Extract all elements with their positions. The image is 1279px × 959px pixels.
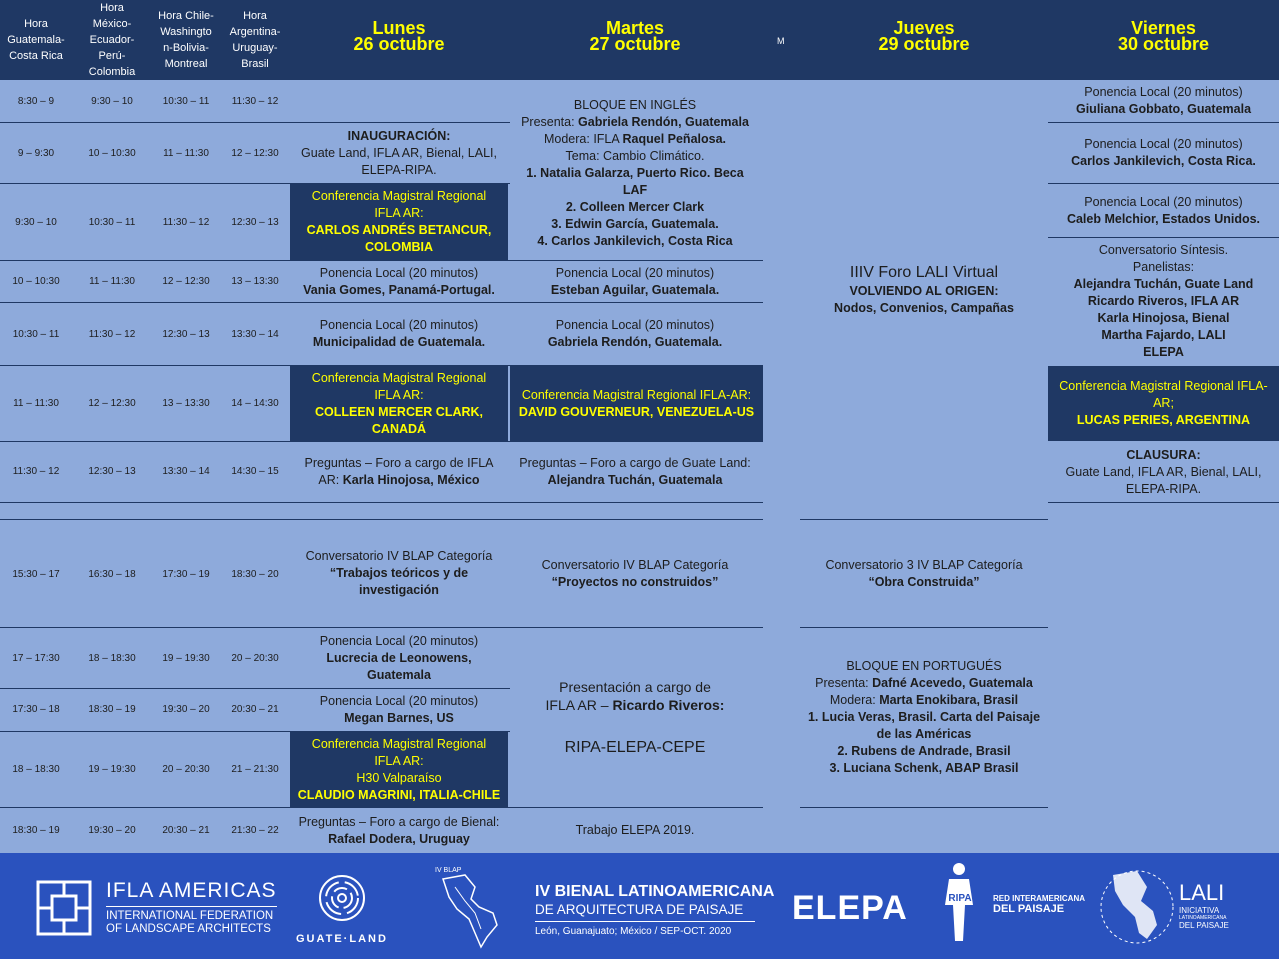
event-line: Ponencia Local (20 minutos) — [555, 265, 715, 280]
speaker-country: Guatemala — [367, 667, 431, 682]
event-line: Conversatorio Síntesis. — [1098, 243, 1229, 257]
tz-line: Argentina- — [229, 26, 281, 38]
speaker-item: 3. Edwin García, Guatemala. — [551, 216, 719, 231]
event-line: Ponencia Local (20 minutos) — [1084, 85, 1243, 99]
tz-line: Hora Chile- — [158, 10, 214, 22]
event-line: Ponencia Local (20 minutos) — [319, 633, 479, 648]
label: Modera: IFLA — [543, 131, 623, 146]
event-line: H30 Valparaíso — [356, 770, 442, 785]
day-date: 30 octubre — [1117, 34, 1210, 54]
viernes-ponencia-jankilevich — [1048, 123, 1279, 183]
time-cell: 17:30 – 19 — [162, 568, 210, 580]
jueves-bloque-portugues — [800, 628, 1048, 807]
event-line: AR; — [1153, 396, 1174, 410]
event-line: Guate Land, IFLA AR, Bienal, LALI, — [1065, 464, 1262, 479]
viernes-clausura — [1048, 442, 1279, 502]
row-divider — [800, 807, 1048, 808]
time-cell: 20:30 – 21 — [162, 824, 210, 836]
day-header-lunes — [290, 20, 508, 52]
day-date: 27 octubre — [589, 34, 681, 54]
lunes-conversatorio — [290, 520, 508, 627]
lunes-inauguracion — [290, 123, 508, 183]
speaker-item: 1. Lucia Veras, Brasil. Carta del Paisaje — [807, 710, 1041, 724]
viernes-ponencia-gobbato — [1048, 80, 1279, 122]
ifla-americas-logo — [36, 879, 277, 936]
ripa-figure-icon — [935, 861, 985, 947]
event-title: BLOQUE EN PORTUGUÉS — [846, 659, 1002, 673]
tz-line: n-Bolivia- — [163, 42, 209, 54]
time-cell: 21:30 – 22 — [231, 824, 279, 836]
event-title: INAUGURACIÓN: — [347, 128, 451, 143]
bienal-title: IV BIENAL LATINOAMERICANA — [535, 883, 775, 900]
lali-subtitle: DEL PAISAJE — [1179, 921, 1229, 930]
speaker-name: Rafael Dodera, Uruguay — [328, 831, 470, 846]
event-line: Ponencia Local (20 minutos) — [319, 694, 479, 708]
day-header-jueves — [800, 20, 1048, 52]
time-cell: 11:30 – 12 — [88, 328, 136, 340]
sponsor-footer — [0, 853, 1279, 959]
speaker-name: Vania Gomes, Panamá-Portugal. — [303, 282, 495, 297]
divider — [106, 906, 277, 907]
event-line: Conferencia Magistral Regional IFLA- — [1059, 379, 1268, 393]
speaker-item: 3. Luciana Schenk, ABAP Brasil — [829, 761, 1019, 775]
label: Modera: — [829, 693, 880, 707]
speaker-name: CARLOS ANDRÉS BETANCUR, — [306, 223, 492, 237]
label: Presenta: — [815, 676, 873, 690]
time-cell: 10:30 – 11 — [88, 216, 136, 228]
lunes-conferencia-betancur — [290, 184, 508, 260]
lunes-ponencia-gomes — [290, 261, 508, 302]
lunes-preguntas-bienal — [290, 808, 508, 853]
ifla-emblem-icon — [36, 880, 92, 936]
day-name: Martes — [605, 18, 665, 38]
event-line: IFLA AR: — [374, 753, 424, 768]
time-cell: 21 – 21:30 — [231, 763, 279, 775]
day-name: Jueves — [893, 18, 955, 38]
event-line: Conferencia Magistral Regional IFLA-AR: — [521, 387, 752, 402]
time-cell: 12:30 – 13 — [162, 328, 210, 340]
speaker-name: Alejandra Tuchán, Guatemala — [547, 473, 723, 487]
time-cell: 19:30 – 20 — [162, 703, 210, 715]
martes-presentacion-riveros — [510, 628, 760, 807]
blap-americas-map-logo — [435, 867, 505, 949]
event-line: Trabajo ELEPA 2019. — [575, 823, 695, 837]
row-divider — [0, 502, 763, 503]
event-line: Ponencia Local (20 minutos) — [319, 318, 479, 332]
speaker-country: COLOMBIA — [364, 240, 434, 254]
time-cell: 11 – 11:30 — [13, 397, 59, 409]
event-line: Panelistas: — [1132, 260, 1195, 274]
speaker-item: 1. Natalia Galarza, Puerto Rico. Beca — [526, 165, 744, 180]
speaker-name: Gabriela Rendón, Guatemala — [578, 114, 749, 129]
event-category: “Trabajos teóricos y de — [329, 566, 469, 580]
day-date: 29 octubre — [878, 34, 970, 54]
day-date: 26 octubre — [353, 34, 445, 54]
speaker-name: COLLEEN MERCER CLARK, — [314, 404, 484, 419]
event-line: Guate Land, IFLA AR, Bienal, LALI, — [301, 145, 497, 160]
time-cell: 18:30 – 19 — [12, 824, 60, 836]
time-cell: 19 – 19:30 — [162, 652, 210, 664]
event-line: Conferencia Magistral Regional — [311, 370, 487, 385]
event-title: BLOQUE EN INGLÉS — [573, 97, 697, 112]
tz-line: Guatemala- — [7, 34, 65, 46]
time-cell: 19 – 19:30 — [88, 763, 136, 775]
tz-header-guatemala — [0, 0, 72, 80]
lali-subtitle: LATINOAMERICANA — [1179, 915, 1227, 921]
tz-header-chile — [152, 0, 220, 80]
bienal-logo — [535, 883, 774, 938]
speaker-name: Karla Hinojosa, México — [342, 473, 480, 487]
lunes-preguntas-ifla — [290, 442, 508, 502]
lunes-ponencia-municipalidad — [290, 303, 508, 365]
time-cell: 9:30 – 10 — [15, 216, 57, 228]
day-name: Viernes — [1131, 18, 1196, 38]
speaker-item: Ricardo Riveros, IFLA AR — [1087, 294, 1240, 308]
time-cell: 20 – 20:30 — [162, 763, 210, 775]
speaker-name: Caleb Melchior, Estados Unidos. — [1066, 211, 1261, 226]
time-cell: 12 – 12:30 — [231, 147, 279, 159]
ifla-subtitle: OF LANDSCAPE ARCHITECTS — [106, 923, 271, 935]
lali-title: LALI — [1179, 880, 1225, 905]
speaker-name: Esteban Aguilar, Guatemala. — [550, 282, 720, 297]
time-cell: 11:30 – 12 — [12, 465, 60, 477]
tz-line: Montreal — [164, 58, 208, 70]
time-cell: 18:30 – 20 — [231, 568, 279, 580]
guateland-logo — [296, 873, 388, 945]
time-cell: 11:30 – 12 — [162, 216, 210, 228]
martes-trabajo-elepa — [510, 808, 760, 853]
time-cell: 18:30 – 19 — [88, 703, 136, 715]
event-line: Preguntas – Foro a cargo de IFLA — [304, 456, 494, 470]
speaker-name: Gabriela Rendón, Guatemala. — [547, 335, 723, 349]
tz-line: Ecuador- — [89, 34, 135, 46]
event-line: Conferencia Magistral Regional — [311, 736, 487, 751]
time-cell: 18 – 18:30 — [12, 763, 60, 775]
speaker-item: 4. Carlos Jankilevich, Costa Rica — [537, 233, 733, 248]
divider — [535, 921, 755, 922]
time-cell: 13:30 – 14 — [162, 465, 210, 477]
time-cell: 16:30 – 18 — [88, 568, 136, 580]
time-cell: 12 – 12:30 — [88, 397, 136, 409]
time-cell: 10:30 – 11 — [162, 95, 210, 107]
time-cell: 9 – 9:30 — [17, 147, 55, 159]
event-line: Preguntas – Foro a cargo de Bienal: — [298, 814, 500, 829]
event-line: Conversatorio 3 IV BLAP Categoría — [825, 557, 1023, 572]
speaker-name: Raquel Peñalosa. — [622, 131, 727, 146]
speaker-name: Municipalidad de Guatemala. — [312, 335, 486, 349]
lali-logo — [1095, 863, 1229, 947]
tz-line: México- — [92, 18, 132, 30]
time-cell: 19:30 – 20 — [88, 824, 136, 836]
time-cell: 14:30 – 15 — [231, 465, 279, 477]
americas-map-icon — [435, 867, 505, 949]
time-cell: 10 – 10:30 — [88, 147, 136, 159]
row-divider — [1048, 502, 1279, 503]
event-line: Conferencia Magistral Regional — [311, 189, 487, 203]
event-category: “Proyectos no construidos” — [551, 574, 719, 589]
viernes-conversatorio-sintesis — [1048, 238, 1279, 365]
time-cell: 8:30 – 9 — [17, 95, 55, 107]
time-cell: 9:30 – 10 — [91, 95, 133, 107]
jueves-foro-lali — [800, 240, 1048, 340]
speaker-name: Dafné Acevedo, Guatemala — [872, 676, 1033, 690]
lunes-ponencia-barnes — [290, 689, 508, 731]
event-line: Conversatorio IV BLAP Categoría — [305, 549, 493, 563]
speaker-item: ELEPA — [1143, 345, 1184, 359]
tz-line: Uruguay- — [232, 42, 278, 54]
event-line: Ponencia Local (20 minutos) — [319, 265, 479, 280]
speaker-item: Karla Hinojosa, Bienal — [1097, 311, 1230, 325]
speaker-name: Megan Barnes, US — [344, 711, 454, 725]
bienal-subtitle: DE ARQUITECTURA DE PAISAJE — [535, 902, 744, 917]
elepa-wordmark: ELEPA — [792, 889, 908, 927]
bienal-place: León, Guanajuato; México / SEP-OCT. 2020 — [535, 926, 732, 937]
event-line: Ponencia Local (20 minutos) — [1084, 194, 1243, 209]
event-line: Ponencia Local (20 minutos) — [555, 318, 715, 332]
ifla-title: IFLA AMERICAS — [106, 879, 277, 902]
tz-line: Hora — [243, 10, 267, 22]
event-title: RIPA-ELEPA-CEPE — [564, 738, 706, 756]
blap-small-label: IV BLAP — [435, 867, 462, 874]
time-cell: 10:30 – 11 — [12, 328, 60, 340]
martes-conferencia-gouverneur — [510, 366, 763, 441]
elepa-logo — [792, 889, 908, 928]
speaker-item: 2. Rubens de Andrade, Brasil — [837, 744, 1011, 758]
lali-subtitle: INICIATIVA — [1179, 906, 1220, 915]
time-cell: 13 – 13:30 — [231, 275, 279, 287]
fingerprint-icon — [317, 873, 367, 923]
event-title: IIIV Foro LALI Virtual — [849, 264, 999, 281]
event-line: AR: — [318, 473, 343, 487]
tz-line: Washingto — [160, 26, 212, 38]
event-line: Tema: Cambio Climático. — [565, 148, 705, 163]
martes-conversatorio — [510, 520, 760, 627]
tz-line: Hora — [100, 2, 124, 14]
tz-header-argentina — [222, 0, 288, 80]
event-line: VOLVIENDO AL ORIGEN: — [849, 284, 999, 298]
time-cell: 20 – 20:30 — [231, 652, 279, 664]
speaker-name: CLAUDIO MAGRINI, ITALIA-CHILE — [297, 787, 501, 802]
time-cell: 12:30 – 13 — [231, 216, 279, 228]
speaker-name: Lucrecia de Leonowens, — [326, 650, 472, 665]
time-cell: 18 – 18:30 — [88, 652, 136, 664]
label: Presenta: — [521, 114, 579, 129]
ripa-logo — [935, 861, 1085, 947]
time-cell: 12:30 – 13 — [88, 465, 136, 477]
tz-line: Colombia — [88, 66, 136, 78]
ripa-line: DEL PAISAJE — [993, 902, 1065, 915]
time-cell: 14 – 14:30 — [231, 397, 279, 409]
tz-line: Costa Rica — [9, 50, 63, 62]
time-cell: 11 – 11:30 — [163, 147, 209, 159]
time-cell: 11:30 – 12 — [231, 95, 279, 107]
event-line: Conversatorio IV BLAP Categoría — [541, 557, 729, 572]
event-category: investigación — [359, 583, 439, 597]
time-cell: 15:30 – 17 — [12, 568, 60, 580]
speaker-item: Martha Fajardo, LALI — [1101, 328, 1226, 342]
speaker-name: DAVID GOUVERNEUR, VENEZUELA-US — [518, 404, 755, 419]
event-line: IFLA AR – — [545, 696, 613, 713]
header-mark: M — [777, 36, 785, 46]
guateland-wordmark: GUATE·LAND — [296, 933, 388, 945]
day-name: Lunes — [372, 18, 426, 38]
day-header-viernes — [1048, 20, 1279, 52]
event-line: Ponencia Local (20 minutos) — [1084, 137, 1243, 151]
viernes-conferencia-peries — [1048, 366, 1279, 441]
martes-preguntas-guateland — [510, 442, 760, 502]
ripa-line: RED INTERAMERICANA — [993, 893, 1085, 903]
speaker-name: Carlos Jankilevich, Costa Rica. — [1071, 154, 1256, 168]
viernes-ponencia-melchior — [1048, 184, 1279, 237]
event-line: Nodos, Convenios, Campañas — [834, 301, 1014, 315]
ifla-subtitle: INTERNATIONAL FEDERATION — [106, 910, 274, 922]
speaker-country: CANADÁ — [371, 421, 427, 436]
speaker-name: Ricardo Riveros: — [612, 696, 725, 713]
event-line: ELEPA-RIPA. — [1125, 481, 1202, 496]
day-header-martes — [510, 20, 760, 52]
martes-bloque-ingles — [510, 86, 760, 260]
time-cell: 17:30 – 18 — [12, 703, 60, 715]
time-cell: 20:30 – 21 — [231, 703, 279, 715]
event-line: Preguntas – Foro a cargo de Guate Land: — [519, 456, 751, 470]
event-category: “Obra Construida” — [868, 574, 980, 589]
time-cell: 11 – 11:30 — [89, 275, 135, 287]
martes-ponencia-aguilar — [510, 261, 760, 302]
speaker-item: de las Américas — [876, 727, 972, 741]
event-line: ELEPA-RIPA. — [361, 162, 437, 177]
lunes-conferencia-mercer-clark — [290, 366, 508, 441]
speaker-item: LAF — [622, 182, 648, 197]
speaker-name: Marta Enokibara, Brasil — [879, 693, 1019, 707]
martes-ponencia-rendon — [510, 303, 760, 365]
speaker-item: Alejandra Tuchán, Guate Land — [1073, 277, 1254, 291]
event-line: Presentación a cargo de — [559, 678, 711, 695]
speaker-name: Giuliana Gobbato, Guatemala — [1075, 102, 1252, 116]
event-line: IFLA AR: — [374, 387, 424, 402]
tz-line: Brasil — [241, 58, 269, 70]
event-line: IFLA AR: — [374, 206, 424, 220]
tz-line: Perú- — [98, 50, 126, 62]
jueves-conversatorio — [800, 520, 1048, 627]
svg-text:RIPA: RIPA — [948, 893, 972, 904]
time-cell: 10 – 10:30 — [12, 275, 60, 287]
lali-globe-icon — [1095, 863, 1175, 947]
time-cell: 13:30 – 14 — [231, 328, 279, 340]
tz-line: Hora — [24, 18, 48, 30]
time-cell: 17 – 17:30 — [12, 652, 60, 664]
speaker-name: LUCAS PERIES, ARGENTINA — [1076, 413, 1251, 427]
time-cell: 13 – 13:30 — [162, 397, 210, 409]
time-cell: 12 – 12:30 — [162, 275, 210, 287]
lunes-ponencia-leonowens — [290, 628, 508, 688]
lunes-conferencia-magrini — [290, 732, 508, 807]
tz-header-mexico — [74, 0, 150, 80]
speaker-item: 2. Colleen Mercer Clark — [565, 199, 705, 214]
event-title: CLAUSURA: — [1126, 447, 1201, 462]
